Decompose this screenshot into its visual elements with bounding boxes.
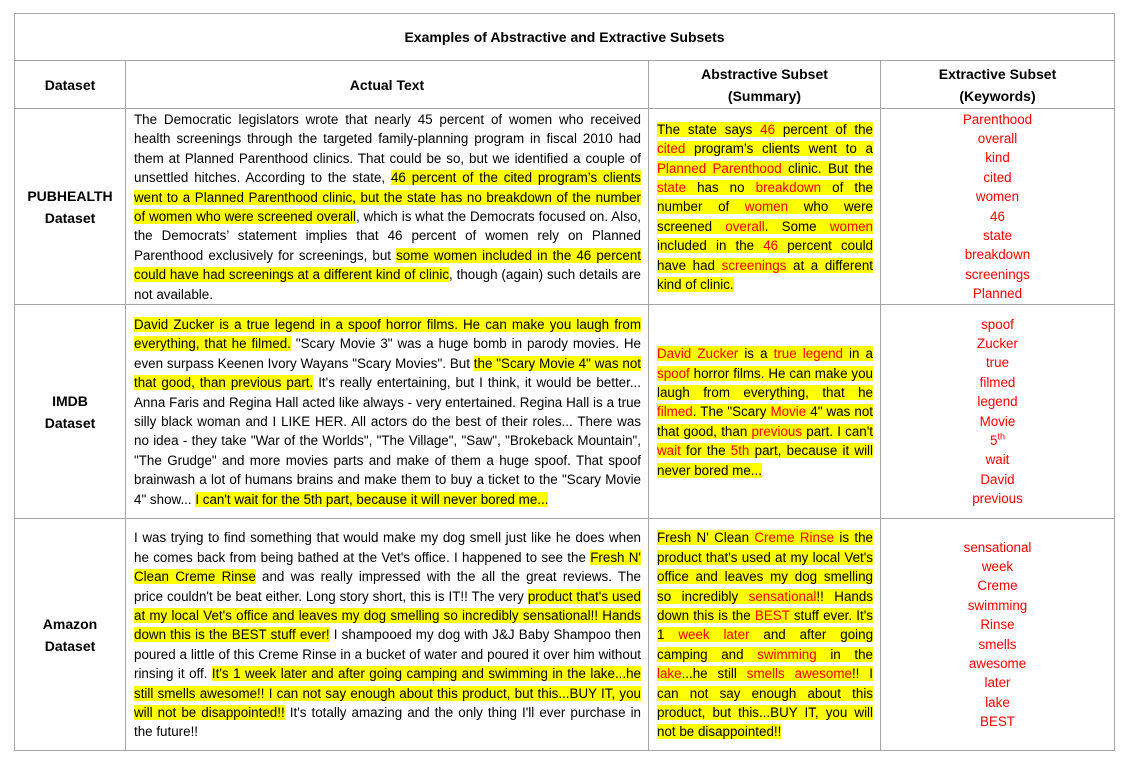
keyword-text: swimming (967, 597, 1028, 613)
keyword-highlight: David Zucker (657, 346, 739, 362)
keyword-text: screenings (965, 266, 1030, 282)
keyword-item (881, 226, 1114, 245)
summary-segment: clinic. But the (781, 160, 874, 176)
document-page (14, 13, 1114, 751)
keyword-text: previous (972, 491, 1023, 507)
keyword-highlight: breakdown (755, 179, 822, 195)
keyword-highlight: Creme Rinse (754, 530, 835, 546)
header-actual-text: Actual Text (126, 61, 649, 109)
keyword-item (881, 168, 1114, 187)
keyword-item (881, 635, 1114, 654)
keyword-highlight: week later (678, 627, 750, 643)
text-segment: It's really entertaining, but I think, it would be better... Anna Faris and Regina Hall acted like always - very entertained. Regina Hall is a true silly black woman and I LIKE HER. All actors do the best of their roles... There was no idea - they take "War of the Worlds", "The Village", "Saw", "Brokeback Mountain", "The Grudge" and more movies parts and make of them a huge spoof. That spoof brainwash a lot of humans brains and make them to buy a ticket to the "Scary Movie 4" show... (134, 375, 641, 507)
highlighted-text: some women included in the 46 percent could have had screenings at a different kind of clinic (134, 247, 641, 283)
table-row (15, 109, 1115, 305)
keyword-text: cited (983, 169, 1012, 185)
keyword-item (881, 392, 1114, 411)
dataset-name: IMDB (52, 392, 88, 409)
keywords-cell (881, 305, 1115, 519)
keyword-highlight: BEST (754, 607, 790, 623)
keyword-text: breakdown (964, 247, 1031, 263)
text-segment: , which is what the Democrats focused on. Also, the Democrats’ statement implies that 46 percent of women rely on Planned Parenthood exclusively for screenings, but (134, 209, 641, 263)
keyword-item (881, 334, 1114, 353)
keyword-text: BEST (980, 714, 1015, 730)
dataset-cell (15, 519, 126, 751)
summary-segment: . The "Scary (692, 404, 771, 420)
text-segment: The Democratic legislators wrote that nearly 45 percent of women who received health screenings through the targeted family-planning program in fiscal 2010 had them at Planned Parenthood clinics. That could be so, but we identified a couple of unsettled hitches. According to the state, (134, 112, 641, 186)
summary-segment: part. I can't (802, 423, 873, 439)
summary-segment: percent could have had (657, 238, 873, 273)
header-dataset: Dataset (15, 61, 126, 109)
summary-segment: is a (738, 346, 774, 362)
keyword-text: week (981, 558, 1014, 574)
keyword-highlight: smells awesome (746, 666, 852, 682)
summary-segment: of the number of (657, 179, 873, 215)
highlighted-text: It's 1 week later and after going camping and swimming in the lake...he still smells awesome!! I can not say enough about this product, but this...BUY IT, you will not be disappointed!! (134, 666, 642, 720)
summary-cell (649, 519, 881, 751)
keyword-item (881, 129, 1114, 148)
dataset-name: Amazon (42, 615, 98, 632)
summary-segment: for the (680, 443, 731, 459)
keyword-highlight: women (744, 199, 789, 215)
keyword-highlight: filmed (657, 404, 693, 420)
actual-text-cell (126, 305, 649, 519)
keyword-item (881, 654, 1114, 673)
summary-segment: The state says (657, 121, 761, 137)
keyword-text: lake (985, 694, 1010, 710)
keyword-highlight: spoof (657, 365, 690, 381)
header-abstractive-line1: Abstractive Subset (701, 65, 828, 82)
summary-segment: Fresh N' Clean (657, 530, 755, 546)
header-abstractive (649, 61, 881, 109)
keyword-superscript: th (997, 431, 1005, 442)
dataset-suffix: Dataset (44, 414, 96, 431)
text-segment: I was trying to find something that would make my dog smell just like he does when he comes back from being bathed at the Vet's office. I happened to see the (134, 530, 641, 565)
highlighted-text: the "Scary Movie 4" was not that good, than previous part. (134, 355, 642, 391)
header-extractive-line2: (Keywords) (959, 87, 1036, 104)
highlighted-text: Fresh N' Clean Creme Rinse (134, 549, 641, 585)
actual-text-cell (126, 519, 649, 751)
text-segment: "Scary Movie 3" was a huge bomb in parody movies. He even surpass Keenen Ivory Wayans "Scary Movies". But (134, 336, 641, 371)
keyword-highlight: women (829, 218, 873, 234)
text-segment: It's totally amazing and the only thing I'll ever purchase in the future!! (134, 704, 641, 740)
header-abstractive-line2: (Summary) (727, 87, 802, 104)
keywords-cell (881, 109, 1115, 305)
keyword-highlight: screenings (721, 257, 787, 273)
dataset-cell (15, 305, 126, 519)
keyword-item (881, 596, 1114, 615)
keyword-text: overall (977, 130, 1018, 146)
keyword-highlight: Planned Parenthood (657, 160, 782, 176)
keyword-highlight: cited (657, 141, 686, 157)
keyword-item (881, 315, 1114, 334)
text-segment: and was really impressed with the all the great reviews. The price couldn't be beat either. Long story short, this is IT!! The very (134, 569, 641, 604)
summary-segment: program’s clients went to a (685, 141, 873, 157)
summary-segment: is the product that's used at my local Vet's office and leaves my dog smelling so incredibly (657, 530, 874, 604)
keyword-item (881, 450, 1114, 469)
summary-segment: included in the (657, 238, 764, 254)
summary-segment: stuff ever. It's 1 (657, 607, 873, 643)
summary-segment: !! I can not say enough about this product, but this...BUY IT, you will not be disappointed!! (657, 666, 873, 740)
examples-table (14, 13, 1115, 751)
keyword-text: sensational (963, 539, 1032, 555)
summary-segment: who were screened (657, 199, 873, 234)
summary-cell (649, 305, 881, 519)
keyword-item (881, 557, 1114, 576)
keyword-item (881, 148, 1114, 167)
keyword-highlight: true legend (773, 346, 843, 362)
keyword-highlight: 46 (763, 238, 779, 254)
dataset-cell (15, 109, 126, 305)
keyword-text: women (975, 189, 1020, 205)
keyword-text: legend (977, 394, 1018, 410)
highlighted-text: 46 percent of the cited program’s clients went to a Planned Parenthood clinic, but the state has no breakdown of the number of women who were screened overall (134, 170, 641, 225)
header-extractive (881, 61, 1115, 109)
keyword-item (881, 373, 1114, 392)
summary-segment: at a different kind of clinic. (657, 257, 873, 292)
text-segment: I shampooed my dog with J&J Baby Shampoo then poured a little of this Creme Rinse in a bucket of water and poured it over him without rinsing it off. (134, 627, 641, 682)
summary-segment: 4" was not that good, than (657, 404, 873, 439)
summary-segment: has no (686, 179, 756, 195)
keyword-text: 5 (990, 432, 998, 448)
keyword-item (881, 576, 1114, 595)
table-row (15, 519, 1115, 751)
highlighted-text: product that's used at my local Vet's office and leaves my dog smelling so incredibly sensational!! Hands down this is the BEST stuff ever! (134, 588, 641, 643)
keyword-text: Rinse (980, 617, 1015, 633)
header-extractive-line1: Extractive Subset (938, 65, 1057, 82)
keyword-text: 46 (990, 208, 1005, 224)
keyword-item (881, 353, 1114, 372)
keyword-text: Planned (972, 286, 1023, 302)
keyword-item (881, 187, 1114, 206)
keyword-text: later (984, 675, 1011, 691)
keyword-item (881, 673, 1114, 692)
keyword-text: Movie (979, 413, 1016, 429)
keyword-highlight: lake (657, 666, 682, 682)
highlighted-text: David Zucker is a true legend in a spoof horror films. He can make you laugh from everything, that he filmed. (134, 317, 641, 352)
keyword-text: Parenthood (962, 111, 1033, 127)
keyword-text: spoof (981, 316, 1014, 332)
keyword-item (881, 538, 1114, 557)
keywords-cell (881, 519, 1115, 751)
keyword-item (881, 693, 1114, 712)
keyword-item (881, 615, 1114, 634)
keyword-text: state (982, 227, 1013, 243)
keyword-text: true (985, 355, 1010, 371)
actual-text-cell (126, 109, 649, 305)
summary-segment: part, because it will never bored me... (657, 443, 874, 478)
dataset-name: PUBHEALTH (27, 187, 113, 204)
keyword-highlight: wait (657, 443, 681, 459)
keyword-text: wait (985, 452, 1010, 468)
keyword-item (881, 110, 1114, 129)
keyword-item (881, 412, 1114, 431)
table-row (15, 305, 1115, 519)
keyword-item (881, 712, 1114, 731)
highlighted-text: I can't wait for the 5th part, because it will never bored me... (195, 491, 549, 507)
keyword-text: smells (978, 636, 1017, 652)
keyword-highlight: 46 (760, 121, 776, 137)
keyword-item (881, 431, 1114, 450)
keyword-item (881, 207, 1114, 226)
keyword-text: Creme (977, 578, 1018, 594)
keyword-highlight: 5th (730, 443, 750, 459)
keyword-highlight: sensational (748, 588, 817, 604)
summary-cell (649, 109, 881, 305)
summary-segment: . Some (764, 218, 830, 234)
keyword-item (881, 470, 1114, 489)
summary-segment: in a (842, 346, 874, 362)
keyword-item (881, 489, 1114, 508)
keyword-text: awesome (968, 655, 1027, 671)
text-segment: , though (again) such details are not available. (134, 267, 641, 302)
keyword-text: kind (985, 150, 1010, 166)
dataset-suffix: Dataset (44, 209, 96, 226)
keyword-highlight: Movie (770, 404, 807, 420)
keyword-highlight: swimming (757, 646, 817, 662)
summary-segment: percent of the (775, 121, 873, 137)
keyword-text: David (980, 471, 1015, 487)
summary-segment: in the (816, 646, 873, 662)
keyword-highlight: state (657, 179, 687, 195)
keyword-text: filmed (979, 374, 1016, 390)
summary-segment: horror films. He can make you laugh from everything, that he (657, 365, 873, 400)
summary-segment: and after going camping and (657, 627, 874, 662)
dataset-suffix: Dataset (44, 637, 96, 654)
keyword-item (881, 265, 1114, 284)
summary-segment: !! Hands down this is the (657, 588, 873, 623)
keyword-item (881, 284, 1114, 303)
summary-segment: ...he still (681, 666, 747, 682)
table-title: Examples of Abstractive and Extractive Subsets (15, 14, 1115, 61)
keyword-highlight: overall (725, 218, 765, 234)
keyword-highlight: previous (751, 423, 803, 439)
keyword-item (881, 245, 1114, 264)
keyword-text: Zucker (977, 335, 1018, 351)
